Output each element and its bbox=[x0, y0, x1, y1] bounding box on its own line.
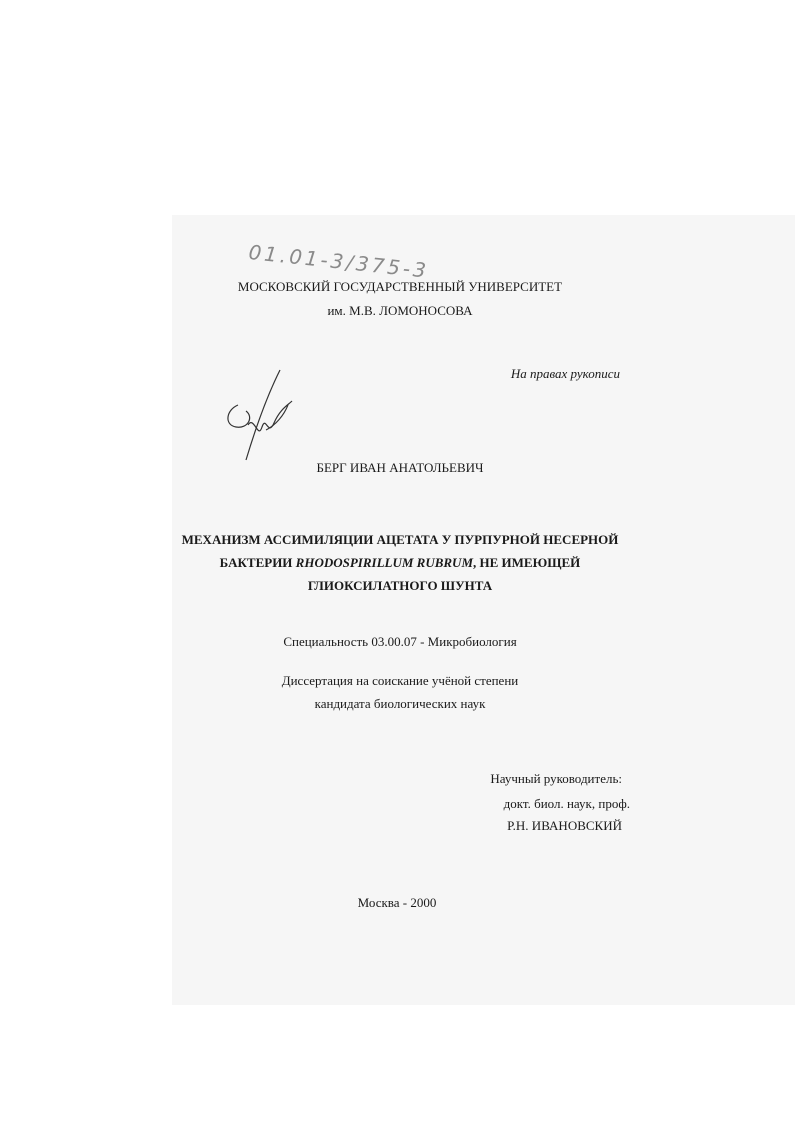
species-name: RHODOSPIRILLUM RUBRUM bbox=[295, 555, 474, 570]
city-year: Москва - 2000 bbox=[357, 895, 437, 910]
university-name: МОСКОВСКИЙ ГОСУДАРСТВЕННЫЙ УНИВЕРСИТЕТ bbox=[237, 279, 563, 294]
supervisor-degree: докт. биол. наук, проф. bbox=[503, 796, 630, 811]
title-line-1: МЕХАНИЗМ АССИМИЛЯЦИИ АЦЕТАТА У ПУРПУРНОЙ НЕСЕРНОЙ bbox=[181, 532, 619, 547]
dissertation-degree-line-2: кандидата биологических наук bbox=[314, 696, 486, 711]
author-name: БЕРГ ИВАН АНАТОЛЬЕВИЧ bbox=[316, 460, 484, 475]
specialty: Специальность 03.00.07 - Микробиология bbox=[283, 634, 517, 649]
university-namesake: им. М.В. ЛОМОНОСОВА bbox=[327, 303, 473, 318]
title-suffix: , НЕ ИМЕЮЩЕЙ bbox=[473, 555, 581, 570]
title-prefix: БАКТЕРИИ bbox=[219, 555, 296, 570]
dissertation-degree-line-1: Диссертация на соискание учёной степени bbox=[281, 673, 519, 688]
title-line-3: ГЛИОКСИЛАТНОГО ШУНТА bbox=[307, 578, 493, 593]
supervisor-label: Научный руководитель: bbox=[490, 771, 622, 786]
handwritten-archive-number: 01.01-3/375-3 bbox=[247, 240, 431, 283]
title-line-2 bbox=[170, 551, 630, 574]
scanned-sheet bbox=[172, 215, 795, 1005]
rights-note: На правах рукописи bbox=[510, 366, 620, 381]
signature-icon bbox=[218, 365, 308, 465]
dissertation-title bbox=[170, 528, 630, 597]
supervisor-name: Р.Н. ИВАНОВСКИЙ bbox=[507, 818, 622, 833]
